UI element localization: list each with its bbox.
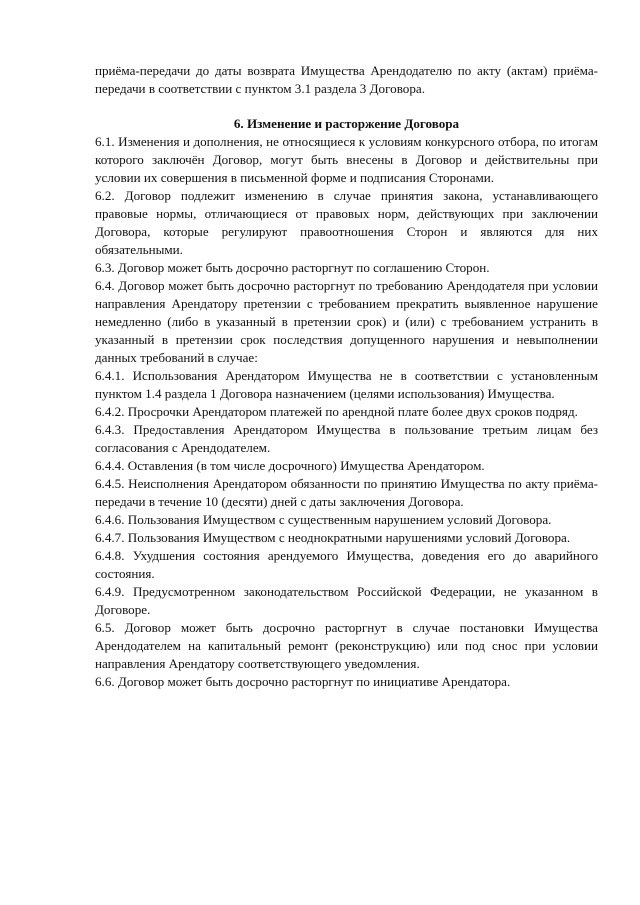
clause-6-2: 6.2. Договор подлежит изменению в случае принятия закона, устанавливающего правовые нормы, отличающиеся от правовых норм, действующих при заключении Договора, которые регулируют правоотношения Сторон и являются для них обязательными. (95, 188, 598, 257)
document-page (95, 62, 598, 691)
clause-6-5: 6.5. Договор может быть досрочно расторгнут в случае постановки Имущества Арендодателем на капитальный ремонт (реконструкцию) или под снос при условии направления Арендатору соответствующего уведомления. (95, 620, 598, 671)
clause-6-3: 6.3. Договор может быть досрочно расторгнут по соглашению Сторон. (95, 260, 490, 275)
clause-6-4-3: 6.4.3. Предоставления Арендатором Имущества в пользование третьим лицам без согласования с Арендодателем. (95, 422, 598, 455)
clause-6-6: 6.6. Договор может быть досрочно расторгнут по инициативе Арендатора. (95, 674, 511, 689)
clause-6-4-2: 6.4.2. Просрочки Арендатором платежей по арендной плате более двух сроков подряд. (95, 404, 578, 419)
clause-6-4: 6.4. Договор может быть досрочно расторгнут по требованию Арендодателя при условии направления Арендатору претензии с требованием прекратить выявленное нарушение немедленно (либо в указанный в претензии срок) и (или) с требованием устранить в указанный в претензии срок последствия допущенного нарушения и невыполнении данных требований в случае: (95, 278, 598, 365)
clause-6-4-8: 6.4.8. Ухудшения состояния арендуемого Имущества, доведения его до аварийного состояния. (95, 548, 598, 581)
clause-6-4-1: 6.4.1. Использования Арендатором Имущества не в соответствии с установленным пунктом 1.4 раздела 1 Договора назначением (целями использования) Имущества. (95, 368, 598, 401)
clause-6-4-6: 6.4.6. Пользования Имуществом с существенным нарушением условий Договора. (95, 512, 552, 527)
intro-paragraph: приёма-передачи до даты возврата Имущества Арендодателю по акту (актам) приёма-передачи в соответствии с пунктом 3.1 раздела 3 Договора. (95, 63, 598, 96)
section-title: 6. Изменение и расторжение Договора (233, 116, 460, 131)
clause-6-1: 6.1. Изменения и дополнения, не относящиеся к условиям конкурсного отбора, по итогам которого заключён Договор, могут быть внесены в Договор и действительны при условии их совершения в письменной форме и подписания Сторонами. (95, 134, 598, 185)
clause-6-4-9: 6.4.9. Предусмотренном законодательством Российской Федерации, не указанном в Договоре. (95, 584, 598, 617)
clause-6-4-4: 6.4.4. Оставления (в том числе досрочного) Имущества Арендатором. (95, 458, 485, 473)
clause-6-4-7: 6.4.7. Пользования Имуществом с неоднократными нарушениями условий Договора. (95, 530, 571, 545)
clause-6-4-5: 6.4.5. Неисполнения Арендатором обязанности по принятию Имущества по акту приёма-передачи в течение 10 (десяти) дней с даты заключения Договора. (95, 476, 598, 509)
